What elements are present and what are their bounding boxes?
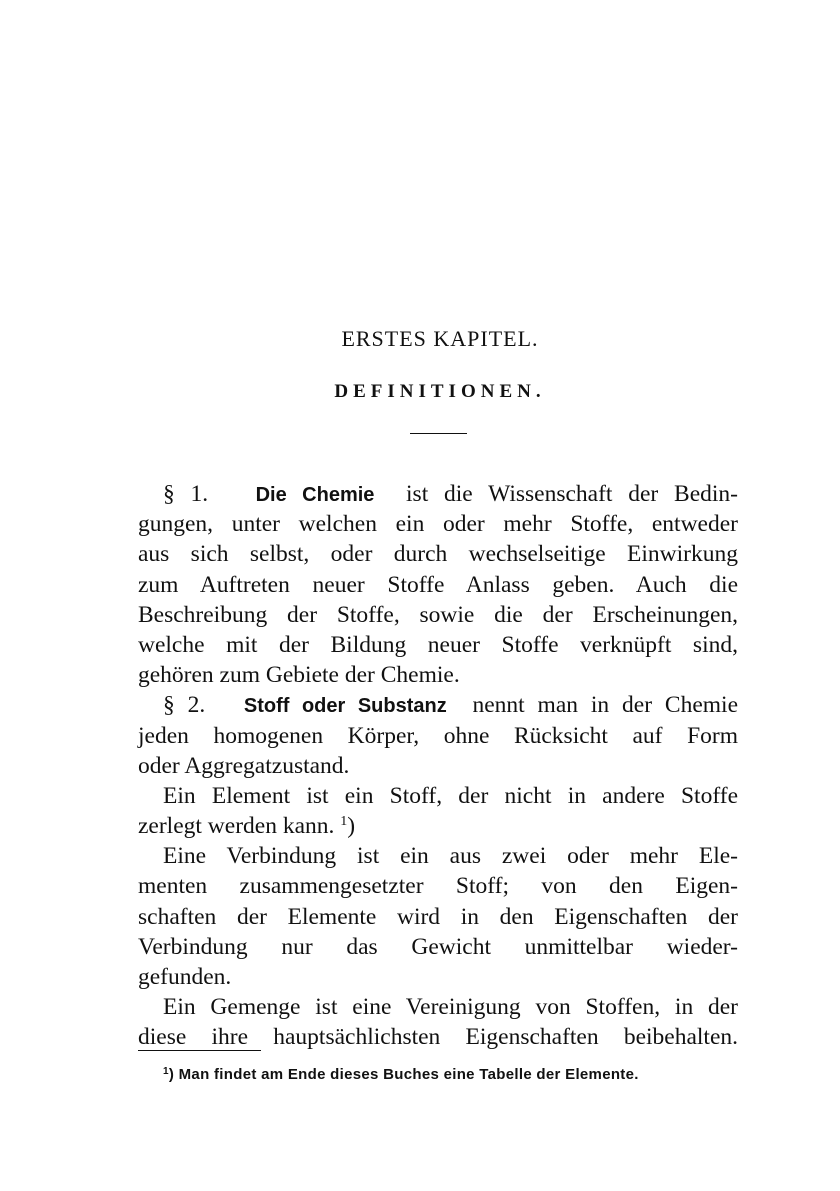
text-line: gefunden. xyxy=(138,964,232,990)
paragraph-5 xyxy=(138,992,738,1052)
text-line: schaften der Elemente wird in den Eigenschaften der xyxy=(138,903,738,930)
footnote-text: ) Man findet am Ende dieses Buches eine Tabelle der Elemente. xyxy=(168,1066,639,1083)
text-span: zerlegt werden kann. xyxy=(138,813,335,840)
text-span: ist die Wissenschaft der Bedin- xyxy=(406,481,739,507)
section-heading: DEFINITIONEN. xyxy=(334,381,546,402)
footnote-reference[interactable]: 1 xyxy=(340,814,348,830)
text-line xyxy=(138,811,738,841)
text-line: Eine Verbindung ist ein aus zwei oder mehr Ele- xyxy=(163,843,738,870)
text-line: Beschreibung der Stoffe, sowie die der Erscheinungen, xyxy=(138,601,738,628)
text-line xyxy=(138,690,738,720)
text-line: gehören zum Gebiete der Chemie. xyxy=(138,662,460,689)
text-line: aus sich selbst, oder durch wechselseitige Einwirkung xyxy=(138,541,738,568)
footnote-mark: 1 xyxy=(163,1066,169,1077)
heading-divider xyxy=(410,433,467,434)
text-line: welche mit der Bildung neuer Stoffe verknüpft sind, xyxy=(138,631,738,658)
text-line: oder Aggregatzustand. xyxy=(138,752,350,779)
footnote-divider xyxy=(138,1050,261,1051)
text-line xyxy=(138,479,738,509)
text-line: Ein Element ist ein Stoff, der nicht in andere Stoffe xyxy=(163,782,738,809)
text-line: menten zusammengesetzter Stoff; von den Eigen- xyxy=(138,873,738,900)
text-line: gungen, unter welchen ein oder mehr Stoffe, entweder xyxy=(138,511,738,538)
text-line: jeden homogenen Körper, ohne Rücksicht auf Form xyxy=(138,722,738,749)
section-number-2: § 2. xyxy=(163,692,206,719)
term-stoff-oder-substanz: Stoff oder Substanz xyxy=(243,695,447,718)
body-text xyxy=(138,479,738,1053)
paragraph-2 xyxy=(138,690,738,781)
footnote-reference-close: ) xyxy=(347,813,356,840)
chapter-title: ERSTES KAPITEL. xyxy=(341,326,539,351)
text-line: Ein Gemenge ist eine Vereinigung von Stoffen, in der xyxy=(163,994,738,1021)
text-line: diese ihre hauptsächlichsten Eigenschaften beibehalten. xyxy=(138,1024,738,1051)
paragraph-4 xyxy=(138,841,738,992)
text-span: nennt man in der Chemie xyxy=(472,692,739,719)
term-chemie: Die Chemie xyxy=(255,484,375,506)
paragraph-1 xyxy=(138,479,738,690)
text-line: Verbindung nur das Gewicht unmittelbar wieder- xyxy=(138,933,738,960)
paragraph-3 xyxy=(138,781,738,841)
text-line: zum Auftreten neuer Stoffe Anlass geben. Auch die xyxy=(138,571,738,598)
footnote xyxy=(163,1066,639,1083)
section-number-1: § 1. xyxy=(163,481,209,507)
